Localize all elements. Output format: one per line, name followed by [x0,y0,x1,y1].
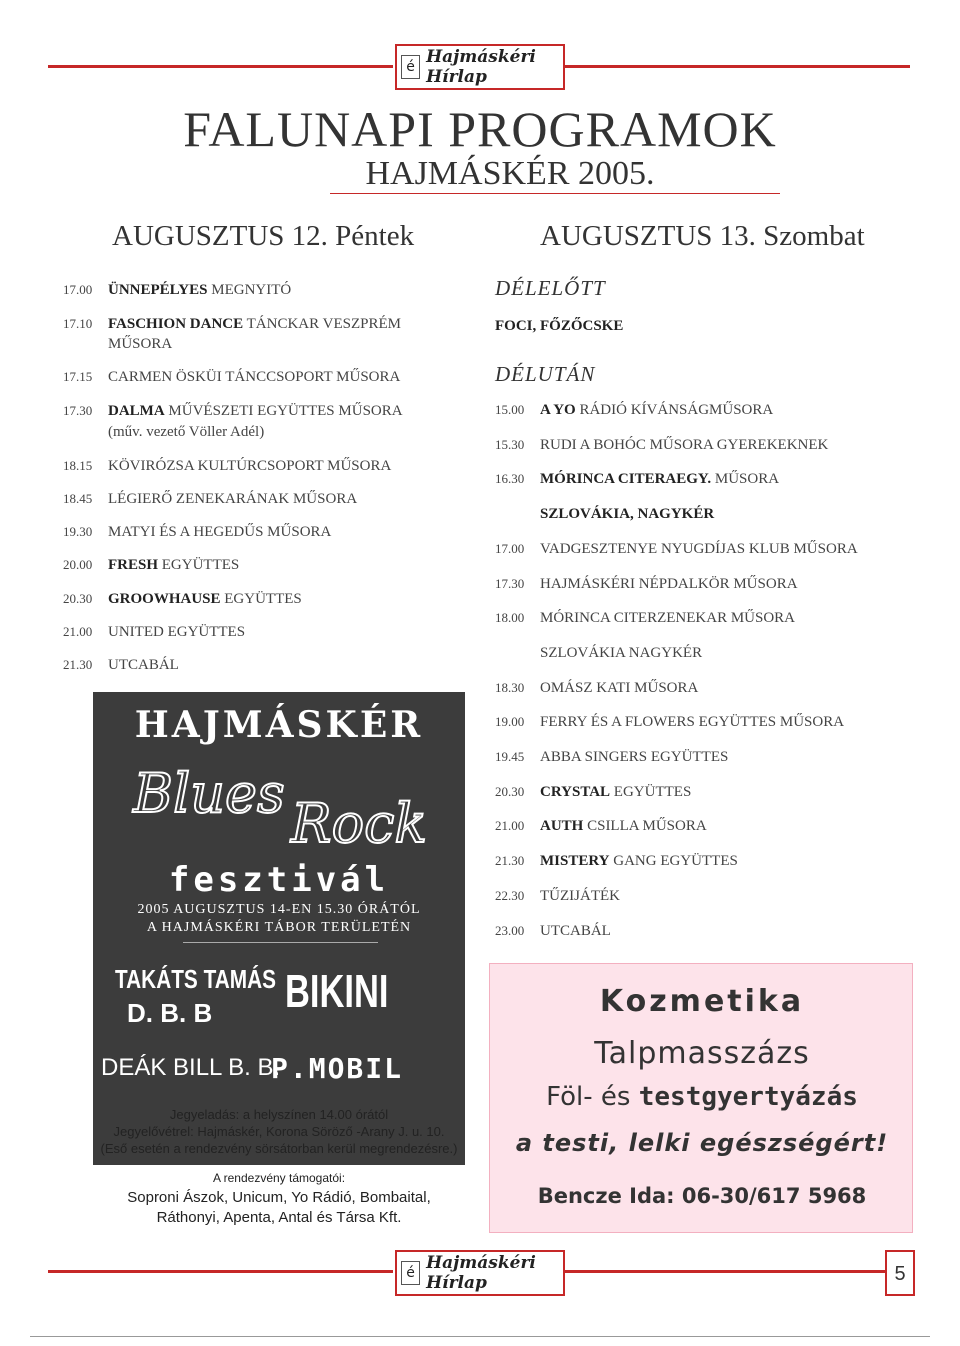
poster-festival: fesztivál [168,860,390,900]
day2-time: 16.30 [495,471,525,487]
day1-time: 21.00 [63,624,93,639]
day1-performer: ÜNNEPÉLYES [108,282,208,298]
footer-logo-accent: é [401,1261,420,1285]
day2-performer: A YO [540,402,576,418]
day1-heading: AUGUSZTUS 12. Péntek [112,220,415,252]
title-underline [330,193,780,194]
day2-row [495,471,779,488]
day1-row [63,424,264,441]
day1-description: UNITED EGYÜTTES [108,624,246,640]
sponsor-label: A rendezvény támogatói: [212,1171,346,1185]
day2-row [495,506,714,523]
page-number: 5 [885,1250,915,1296]
day2-description: RÁDIÓ KÍVÁNSÁGMŰSORA [575,402,774,418]
day1-description: MŰSORA [108,336,173,352]
day1-time: 19.30 [63,524,93,539]
poster-divider [183,942,378,943]
poster-band-takats: TAKÁTS TAMÁS [115,964,276,994]
ad-cosmetics: Kozmetika [599,984,805,1019]
day1-row [63,624,245,641]
day2-time: 19.00 [495,714,525,730]
day1-row [63,657,179,674]
day1-performer: GROOWHAUSE [108,591,221,607]
day2-description: ABBA SINGERS EGYÜTTES [540,749,729,765]
day1-time: 20.00 [63,557,93,572]
day1-row [63,316,401,333]
day2-time: 18.00 [495,610,525,626]
day1-time: 17.15 [63,369,93,384]
logo-text: Hajmáskéri Hírlap [426,47,536,87]
day2-row [495,437,828,454]
blues-rock-poster [93,692,465,1235]
day2-description: UTCABÁL [540,922,611,939]
day1-description: KÖVIRÓZSA KULTÚRCSOPORT MŰSORA [108,458,392,474]
day2-time: 19.45 [495,749,525,764]
day2-row [495,749,728,766]
day1-row [63,282,291,299]
day1-time: 18.45 [63,491,93,506]
day1-row [63,369,400,386]
day2-description: TŰZIJÁTÉK [540,887,620,904]
day1-time: 18.15 [63,458,93,473]
day1-performer: DALMA [108,403,165,419]
day2-time: 18.30 [495,679,525,695]
day1-row [63,403,403,420]
morning-label: DÉLELŐTT [495,276,606,300]
day2-time: 23.00 [495,922,525,938]
morning-text: FOCI, FŐZŐCSKE [495,318,624,334]
day2-performer: SZLOVÁKIA, NAGYKÉR [540,506,715,523]
day2-performer: AUTH [540,818,584,835]
ad-slogan: a testi, lelki egészségért! [515,1129,889,1157]
poster-band-pmobil: P.MOBIL [271,1052,404,1085]
day2-row [495,818,707,835]
day1-description: EGYÜTTES [220,591,302,607]
day1-row [63,458,391,475]
footer-baseline [30,1336,930,1337]
day2-description: CSILLA MŰSORA [583,818,707,835]
poster-ticket-3: (Eső esetén a rendezvény sörsátorban kerül megrendezésre.) [100,1141,458,1156]
day1-description: MATYI ÉS A HEGEDŰS MŰSORA [108,524,332,540]
day1-row [63,491,357,508]
day2-row [495,576,798,593]
poster-band-bikini: BIKINI [285,965,389,1017]
day1-performer: FASCHION DANCE [108,316,244,332]
day1-description: TÁNCKAR VESZPRÉM [243,316,401,332]
day2-description: VADGESZTENYE NYUGDÍJAS KLUB MŰSORA [540,540,858,557]
footer-rule-left [48,1270,393,1273]
footer-rule-right [565,1270,885,1273]
sponsor-line-1: Soproni Ászok, Unicum, Yo Rádió, Bombaital, [127,1189,431,1206]
day2-row [495,923,611,940]
poster-band-deak: DEÁK BILL B. B. [101,1054,281,1081]
day2-performer: CRYSTAL [540,783,611,800]
day2-description: RUDI A BOHÓC MŰSORA GYEREKEKNEK [540,436,829,453]
day1-description: UTCABÁL [108,657,179,673]
newspaper-logo [395,44,565,90]
day2-description: MÓRINCA CITERZENEKAR MŰSORA [540,610,796,627]
day2-row [495,610,795,627]
day1-description: (műv. vezető Völler Adél) [108,424,265,440]
day1-description: CARMEN ÖSKÜI TÁNCCSOPORT MŰSORA [108,369,401,385]
day2-time: 21.30 [495,853,525,869]
poster-ticket-2: Jegyelővétrel: Hajmáskér, Korona Söröző -Arany J. u. 10. [113,1124,445,1139]
day2-time: 21.00 [495,818,525,834]
day2-description: GANG EGYÜTTES [609,853,738,870]
day2-description: EGYÜTTES [610,783,692,800]
day2-description: MŰSORA [711,471,780,488]
poster-logo-rock: Rock [290,792,428,855]
day2-row [495,680,698,697]
footer-logo [395,1250,565,1296]
day2-description: HAJMÁSKÉRI NÉPDALKÖR MŰSORA [540,575,798,592]
poster-band-dbb: D. B. B [127,998,213,1028]
header-rule-left [48,65,393,68]
day1-performer: FRESH [108,557,159,573]
day2-description: OMÁSZ KATI MŰSORA [540,679,699,696]
day1-time: 17.00 [63,282,93,297]
day1-time: 17.10 [63,316,93,331]
day2-time: 17.30 [495,575,525,591]
logo-accent: é [401,55,420,79]
day2-row [495,645,702,662]
day2-time: 22.30 [495,887,525,903]
poster-date: 2005 AUGUSZTUS 14-EN 15.30 ÓRÁTÓL [137,902,421,917]
day1-time: 17.30 [63,403,93,418]
day2-description: FERRY ÉS A FLOWERS EGYÜTTES MŰSORA [540,714,845,731]
day1-row [63,591,302,608]
poster-town: HAJMÁSKÉR [134,704,424,746]
day1-time: 21.30 [63,657,93,672]
footer-logo-text: Hajmáskéri Hírlap [426,1253,536,1293]
day2-time: 20.30 [495,783,525,799]
day2-heading: AUGUSZTUS 13. Szombat [540,220,865,252]
day2-performer: MISTERY [540,853,610,870]
page-title: FALUNAPI PROGRAMOK [183,101,777,157]
day2-time: 15.30 [495,436,525,452]
day2-row [495,714,844,731]
poster-logo-blues: Blues [133,762,285,825]
sponsor-line-2: Ráthonyi, Apenta, Antal és Társa Kft. [156,1209,402,1226]
day1-description: MEGNYITÓ [207,282,292,298]
poster-ticket-1: Jegyeladás: a helyszínen 14.00 órától [169,1107,389,1122]
day1-time: 20.30 [63,591,93,606]
cosmetics-ad [489,963,913,1233]
poster-place: A HAJMÁSKÉRI TÁBOR TERÜLETÉN [146,920,412,935]
ad-candling: Föl- és testgyertyázás [546,1082,858,1112]
day2-description: SZLOVÁKIA NAGYKÉR [540,644,703,661]
header-rule-right [565,65,910,68]
day2-time: 17.00 [495,540,525,556]
afternoon-label: DÉLUTÁN [495,362,596,386]
day1-description: LÉGIERŐ ZENEKARÁNAK MŰSORA [108,491,358,507]
ad-contact: Bencze Ida: 06-30/617 5968 [537,1184,867,1208]
day2-row [495,853,738,870]
day1-description: EGYÜTTES [158,557,240,573]
day2-row [495,541,858,558]
day2-time: 15.00 [495,402,525,417]
day1-description: MŰVÉSZETI EGYÜTTES MŰSORA [164,403,403,419]
day2-performer: MÓRINCA CITERAEGY. [540,471,712,488]
sponsor-box [93,1165,465,1235]
day1-row [63,336,172,353]
day1-row [63,524,331,541]
day2-row [495,888,620,905]
day2-row [495,402,773,419]
day1-row [63,557,239,574]
day2-row [495,784,691,801]
page-subtitle: HAJMÁSKÉR 2005. [365,155,655,192]
ad-foot-massage: Talpmasszázs [594,1036,810,1071]
